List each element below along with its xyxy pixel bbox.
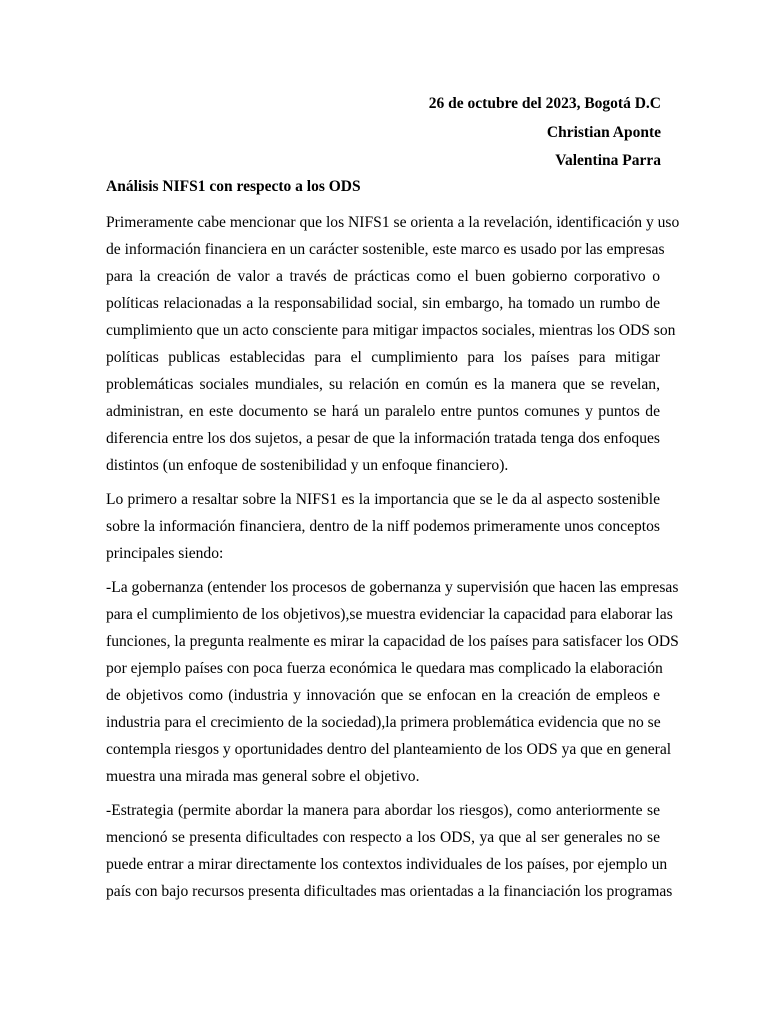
- paragraph-line: mencionó se presenta dificultades con respecto a los ODS, ya que al ser generales no se: [106, 829, 660, 846]
- paragraph-line: Primeramente cabe mencionar que los NIFS1 se orienta a la revelación, identificación y uso: [106, 214, 680, 231]
- document-header: [429, 90, 661, 176]
- paragraph-line: industria para el crecimiento de la sociedad),la primera problemática evidencia que no se: [106, 714, 661, 731]
- document-body: [106, 209, 680, 912]
- paragraph-line: para el cumplimiento de los objetivos),se muestra evidenciar la capacidad para elaborar las: [106, 606, 673, 623]
- paragraph-line: para la creación de valor a través de prácticas como el buen gobierno corporativo o: [106, 268, 660, 285]
- author-name: Valentina Parra: [555, 152, 661, 169]
- paragraph-line: de información financiera en un carácter sostenible, este marco es usado por las empresas: [106, 241, 665, 258]
- paragraph-line: sobre la información financiera, dentro de la niff podemos primeramente unos conceptos: [106, 518, 660, 535]
- paragraph-line: distintos (un enfoque de sostenibilidad y un enfoque financiero).: [106, 457, 509, 474]
- document-title: Análisis NIFS1 con respecto a los ODS: [106, 178, 361, 195]
- paragraph-line: Lo primero a resaltar sobre la NIFS1 es la importancia que se le da al aspecto sostenible: [106, 491, 660, 508]
- paragraph-line: funciones, la pregunta realmente es mirar la capacidad de los países para satisfacer los ODS: [106, 633, 679, 650]
- paragraph-line: problemáticas sociales mundiales, su relación en común es la manera que se revelan,: [106, 376, 660, 393]
- paragraph-line: -Estrategia (permite abordar la manera para abordar los riesgos), como anteriormente se: [106, 802, 660, 819]
- paragraph-line: país con bajo recursos presenta dificultades mas orientadas a la financiación los programas: [106, 883, 673, 900]
- paragraph: [106, 574, 679, 790]
- paragraph-line: principales siendo:: [106, 545, 224, 562]
- paragraph-line: por ejemplo países con poca fuerza económica le quedara mas complicado la elaboración: [106, 660, 663, 677]
- paragraph-line: contempla riesgos y oportunidades dentro del planteamiento de los ODS ya que en general: [106, 741, 672, 758]
- date-place: 26 de octubre del 2023, Bogotá D.C: [428, 95, 661, 112]
- paragraph-line: puede entrar a mirar directamente los contextos individuales de los países, por ejemplo un: [106, 856, 668, 873]
- paragraph-line: diferencia entre los dos sujetos, a pesar de que la información tratada tenga dos enfoques: [106, 430, 660, 447]
- paragraph: [106, 209, 680, 479]
- paragraph-line: muestra una mirada mas general sobre el objetivo.: [106, 768, 420, 785]
- author-name: Christian Aponte: [546, 123, 661, 141]
- paragraph: [106, 797, 673, 905]
- paragraph-line: cumplimiento que un acto consciente para mitigar impactos sociales, mientras los ODS son: [106, 322, 676, 339]
- paragraph-line: administran, en este documento se hará un paralelo entre puntos comunes y puntos de: [106, 403, 660, 420]
- paragraph-line: de objetivos como (industria y innovación que se enfocan en la creación de empleos e: [106, 687, 660, 704]
- paragraph-line: políticas relacionadas a la responsabilidad social, sin embargo, ha tomado un rumbo de: [106, 295, 660, 312]
- paragraph: [106, 486, 660, 567]
- paragraph-line: -La gobernanza (entender los procesos de gobernanza y supervisión que hacen las empresas: [106, 579, 679, 596]
- paragraph-line: políticas publicas establecidas para el cumplimiento para los países para mitigar: [106, 349, 660, 366]
